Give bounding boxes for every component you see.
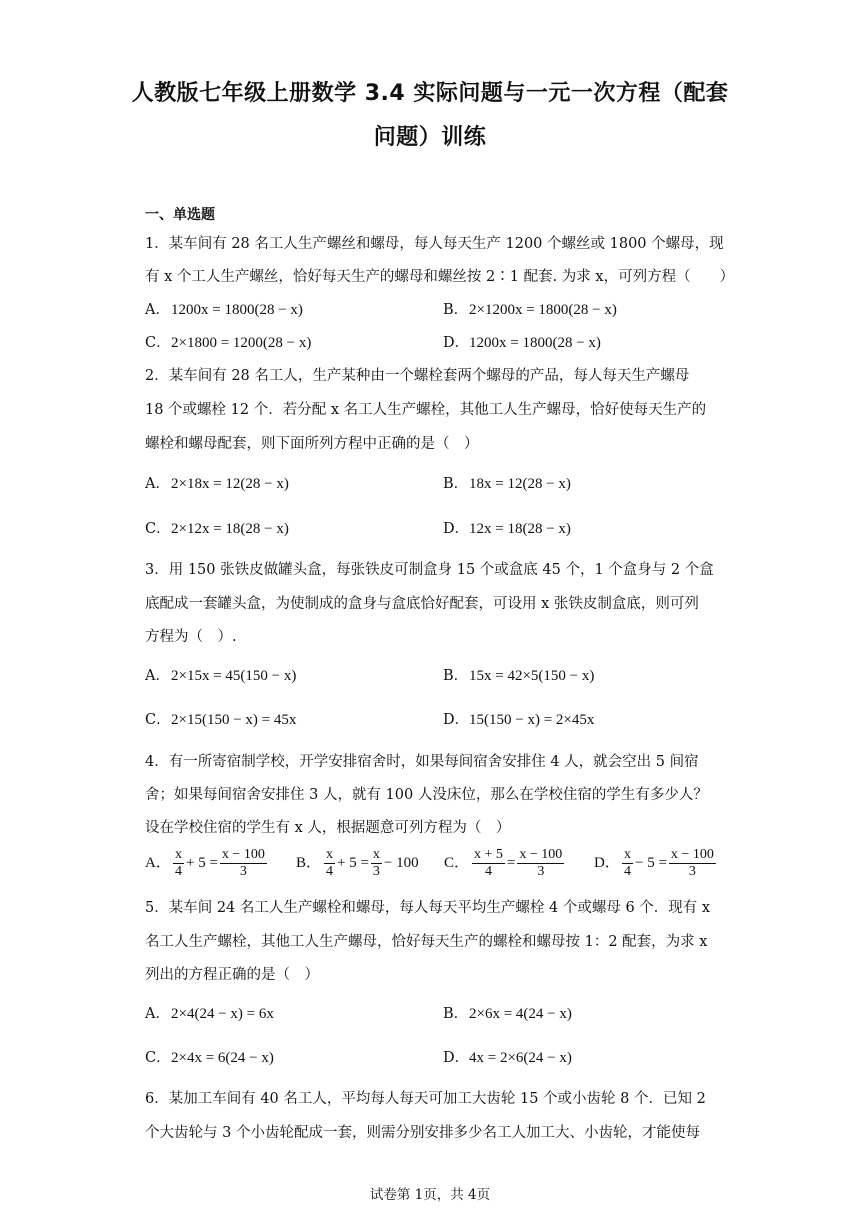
q4-text-2: 舍；如果每间宿舍安排住 3 人，就有 100 人没床位，那么在学校住宿的学生有多少人？ [145, 787, 708, 803]
doc-title-line2: 问题）训练 [373, 125, 487, 150]
q5-text-1: 5．某车间 24 名工人生产螺栓和螺母，每人每天平均生产螺栓 4 个或螺母 6 个．现有 x [145, 900, 711, 916]
q4-option-c: C． $\frac{x + 5}{4}$ = $\frac{x - 100}{3}$ [444, 847, 563, 879]
q3-option-a: A．2×15x = 45(150 − x) [145, 668, 297, 684]
q3-text-2: 底配成一套罐头盒，为使制成的盒身与盒底恰好配套，可设用 x 张铁皮制盒底，则可列 [145, 596, 699, 612]
q6-text-1: 6．某加工车间有 40 名工人，平均每人每天可加工大齿轮 15 个或小齿轮 8 个．已知 2 [145, 1091, 706, 1107]
q2-text-2: 18 个或螺栓 12 个．若分配 x 名工人生产螺栓，其他工人生产螺母，恰好使每天生产的 [145, 402, 707, 418]
q4-option-a: A． $\frac{x}{4}$ + 5 = $\frac{x - 100}{3}$ [145, 847, 265, 879]
q5-text-2: 名工人生产螺栓，其他工人生产螺母，恰好每天生产的螺栓和螺母按 1：2 配套，为求 x [145, 934, 708, 950]
q1-option-c: C．2×1800 = 1200(28 − x) [145, 335, 312, 351]
q5-option-d: D．4x = 2×6(24 − x) [443, 1050, 572, 1066]
q5-option-a: A．2×4(24 − x) = 6x [145, 1006, 274, 1022]
q6-text-2: 个大齿轮与 3 个小齿轮配成一套，则需分别安排多少名工人加工大、小齿轮，才能使每 [145, 1125, 700, 1141]
q4-option-b: B． $\frac{x}{4}$ + 5 = $\frac{x}{3}$ − 100 [296, 847, 419, 879]
q3-option-d: D．15(150 − x) = 2×45x [443, 712, 595, 728]
q1-option-b: B．2×1200x = 1800(28 − x) [443, 302, 617, 318]
q3-option-b: B．15x = 42×5(150 − x) [443, 668, 595, 684]
q2-option-b: B．18x = 12(28 − x) [443, 476, 571, 492]
q5-text-3: 列出的方程正确的是（ ） [145, 967, 319, 983]
q2-option-d: D．12x = 18(28 − x) [443, 521, 571, 537]
q4-text-1: 4．有一所寄宿制学校，开学安排宿舍时，如果每间宿舍安排住 4 人，就会空出 5 间宿 [145, 754, 699, 770]
q1-option-a: A．1200x = 1800(28 − x) [145, 302, 303, 318]
q4-option-d: D． $\frac{x}{4}$ − 5 = $\frac{x - 100}{3}$ [594, 847, 714, 879]
q5-option-b: B．2×6x = 4(24 − x) [443, 1006, 572, 1022]
page-footer: 试卷第 1页，共 4页 [369, 1187, 491, 1203]
q2-option-c: C．2×12x = 18(28 − x) [145, 521, 289, 537]
q5-option-c: C．2×4x = 6(24 − x) [145, 1050, 274, 1066]
q1-option-d: D．1200x = 1800(28 − x) [443, 335, 601, 351]
q3-option-c: C．2×15(150 − x) = 45x [145, 712, 297, 728]
doc-title-line1: 人教版七年级上册数学 3.4 实际问题与一元一次方程（配套 [131, 81, 729, 106]
q4-text-3: 设在学校住宿的学生有 x 人，根据题意可列方程为（ ） [145, 820, 511, 836]
q2-text-1: 2．某车间有 28 名工人，生产某种由一个螺栓套两个螺母的产品，每人每天生产螺母 [145, 368, 690, 384]
section-heading: 一、单选题 [145, 207, 215, 223]
q1-text-2: 有 x 个工人生产螺丝，恰好每天生产的螺母和螺丝按 2∶1 配套. 为求 x，可列方程（ ） [145, 269, 735, 285]
q3-text-1: 3．用 150 张铁皮做罐头盒，每张铁皮可制盒身 15 个或盒底 45 个，1 个盒身与 2 个盒 [145, 562, 714, 578]
q2-option-a: A．2×18x = 12(28 − x) [145, 476, 289, 492]
q1-text-1: 1．某车间有 28 名工人生产螺丝和螺母，每人每天生产 1200 个螺丝或 1800 个螺母，现 [145, 236, 724, 252]
q3-text-3: 方程为（ ）. [145, 629, 237, 645]
q2-text-3: 螺栓和螺母配套，则下面所列方程中正确的是（ ） [145, 436, 479, 452]
